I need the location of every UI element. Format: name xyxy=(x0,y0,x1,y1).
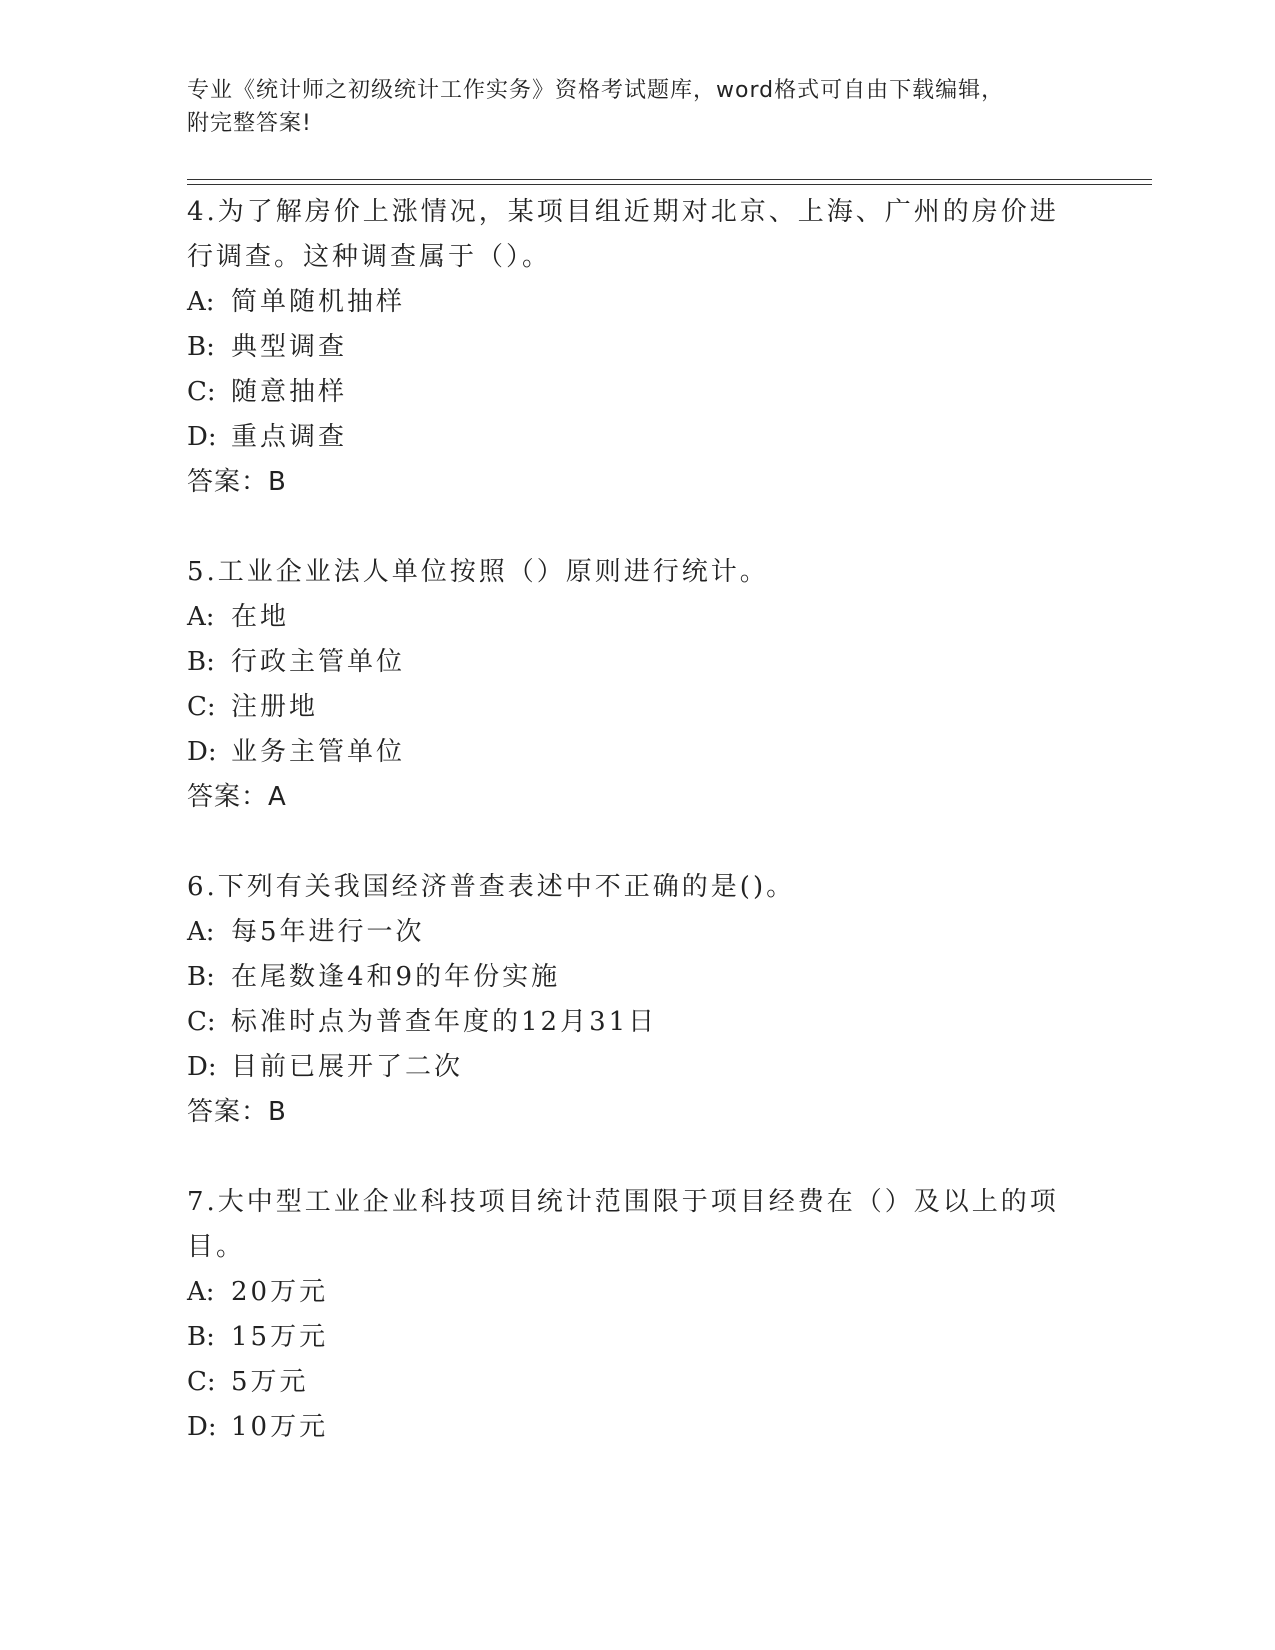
option-letter: D: xyxy=(187,1412,217,1442)
option-letter: A: xyxy=(187,1277,215,1307)
option-b xyxy=(187,640,1087,685)
option-d xyxy=(187,730,1087,775)
option-letter: B: xyxy=(187,647,215,677)
document-header xyxy=(187,74,1087,140)
option-letter: C: xyxy=(187,692,216,722)
option-b xyxy=(187,955,1087,1000)
option-text: 在尾数逢4和9的年份实施 xyxy=(231,962,561,992)
option-a xyxy=(187,910,1087,955)
header-divider xyxy=(187,179,1152,185)
option-letter: D: xyxy=(187,422,217,452)
option-text: 典型调查 xyxy=(231,332,348,362)
option-text: 注册地 xyxy=(231,692,319,722)
option-c xyxy=(187,1000,1087,1045)
option-letter: A: xyxy=(187,917,215,947)
question-list xyxy=(187,190,1087,1495)
option-letter: C: xyxy=(187,1007,216,1037)
option-letter: D: xyxy=(187,737,217,767)
option-c xyxy=(187,685,1087,730)
option-text: 在地 xyxy=(231,602,290,632)
option-c xyxy=(187,370,1087,415)
option-letter: B: xyxy=(187,962,215,992)
option-d xyxy=(187,1045,1087,1090)
option-letter: B: xyxy=(187,1322,215,1352)
question-6 xyxy=(187,865,1087,1135)
question-4 xyxy=(187,190,1087,505)
answer-line: 答案：B xyxy=(187,1097,287,1127)
question-text-line: 目。 xyxy=(187,1232,246,1262)
option-letter: A: xyxy=(187,602,215,632)
option-letter: C: xyxy=(187,377,216,407)
option-letter: C: xyxy=(187,1367,216,1397)
question-7 xyxy=(187,1180,1087,1450)
question-text-line: 6.下列有关我国经济普查表述中不正确的是()。 xyxy=(187,872,796,902)
question-text-line: 7.大中型工业企业科技项目统计范围限于项目经费在（）及以上的项 xyxy=(187,1187,1059,1217)
option-text: 20万元 xyxy=(231,1277,329,1307)
answer-line: 答案：A xyxy=(187,782,287,812)
option-text: 标准时点为普查年度的12月31日 xyxy=(231,1007,658,1037)
option-text: 业务主管单位 xyxy=(231,737,406,767)
option-letter: B: xyxy=(187,332,215,362)
option-text: 重点调查 xyxy=(231,422,348,452)
option-text: 15万元 xyxy=(231,1322,329,1352)
question-text-line: 行调查。这种调查属于（）。 xyxy=(187,242,552,272)
header-line-2: 附完整答案! xyxy=(187,111,312,136)
question-5 xyxy=(187,550,1087,820)
option-b xyxy=(187,325,1087,370)
option-letter: A: xyxy=(187,287,215,317)
question-text-line: 4.为了解房价上涨情况，某项目组近期对北京、上海、广州的房价进 xyxy=(187,197,1059,227)
option-d xyxy=(187,1405,1087,1450)
option-c xyxy=(187,1360,1087,1405)
option-b xyxy=(187,1315,1087,1360)
question-text-line: 5.工业企业法人单位按照（）原则进行统计。 xyxy=(187,557,769,587)
option-text: 行政主管单位 xyxy=(231,647,406,677)
option-text: 简单随机抽样 xyxy=(231,287,406,317)
option-letter: D: xyxy=(187,1052,217,1082)
option-a xyxy=(187,1270,1087,1315)
option-d xyxy=(187,415,1087,460)
header-line-1: 专业《统计师之初级统计工作实务》资格考试题库，word格式可自由下载编辑， xyxy=(187,78,1005,103)
option-text: 10万元 xyxy=(231,1412,329,1442)
option-text: 随意抽样 xyxy=(231,377,348,407)
option-text: 5万元 xyxy=(231,1367,309,1397)
answer-line: 答案：B xyxy=(187,467,287,497)
option-text: 每5年进行一次 xyxy=(231,917,425,947)
option-text: 目前已展开了二次 xyxy=(231,1052,464,1082)
option-a xyxy=(187,595,1087,640)
option-a xyxy=(187,280,1087,325)
